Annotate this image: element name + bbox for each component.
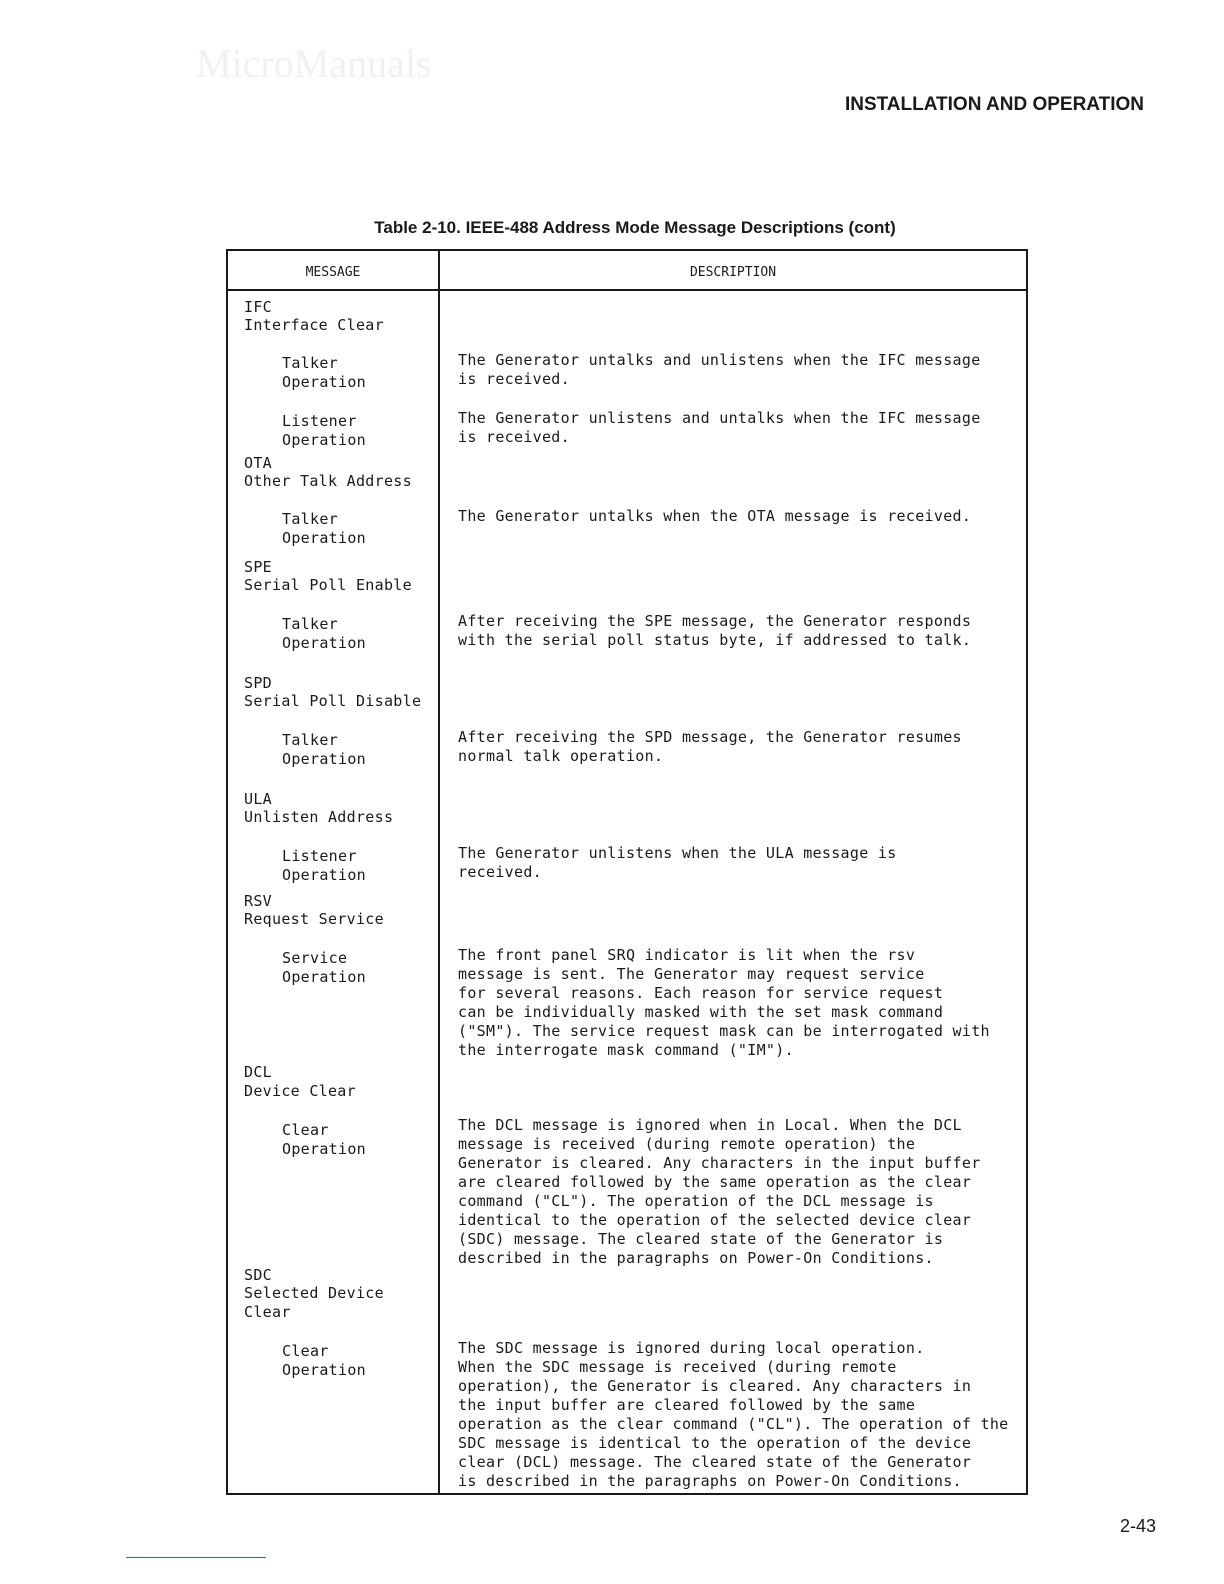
table-header-row (228, 251, 1026, 291)
message-name: Request Service (244, 910, 384, 928)
column-divider (438, 251, 440, 1493)
message-sub-operation: Listener Operation (282, 847, 366, 884)
message-code: SDC (244, 1266, 272, 1284)
message-sub-operation: Talker Operation (282, 510, 366, 547)
message-sub-operation: Clear Operation (282, 1121, 366, 1158)
message-code: ULA (244, 790, 272, 808)
message-description: The Generator untalks when the OTA message is received. (458, 507, 972, 525)
message-code: SPD (244, 674, 272, 692)
footer-rule (126, 1557, 266, 1558)
message-sub-operation: Talker Operation (282, 731, 366, 768)
table-caption: Table 2-10. IEEE-488 Address Mode Message Descriptions (cont) (374, 218, 896, 237)
message-name: Other Talk Address (244, 472, 412, 490)
message-description: The front panel SRQ indicator is lit when the rsv message is sent. The Generator may request service for several reasons. Each reason for service request can be individually masked with the set mask command ("SM"). The service request mask can be interrogated with the interrogate mask command ("IM"). (458, 946, 990, 1059)
message-name: Serial Poll Enable (244, 576, 412, 594)
message-description: After receiving the SPE message, the Generator responds with the serial poll status byte, if addressed to talk. (458, 612, 972, 649)
message-description: After receiving the SPD message, the Generator resumes normal talk operation. (458, 728, 962, 765)
message-name: Serial Poll Disable (244, 692, 422, 710)
message-code: RSV (244, 892, 272, 910)
page-number: 2-43 (1119, 1516, 1156, 1536)
message-code: OTA (244, 454, 272, 472)
column-header-description: DESCRIPTION (689, 265, 777, 280)
message-name: Device Clear (244, 1082, 356, 1100)
message-sub-operation: Listener Operation (282, 412, 366, 449)
message-sub-operation: Talker Operation (282, 354, 366, 391)
column-header-message: MESSAGE (305, 265, 361, 280)
message-name: Unlisten Address (244, 808, 394, 826)
message-description: The DCL message is ignored when in Local. When the DCL message is received (during remote operation) the Generator is cleared. Any characters in the input buffer are cleared followed by the same operation as the clear command ("CL"). The operation of the DCL message is identical to the operation of the selected device clear (SDC) message. The cleared state of the Generator is described in the paragraphs on Power-On Conditions. (458, 1116, 981, 1267)
message-description: The Generator untalks and unlistens when the IFC message is received. (458, 351, 981, 388)
message-code: IFC (244, 298, 272, 316)
message-sub-operation: Service Operation (282, 949, 366, 986)
message-name: Interface Clear (244, 316, 384, 334)
message-table (226, 249, 1028, 1495)
message-code: DCL (244, 1063, 272, 1081)
message-name: Selected Device Clear (244, 1284, 384, 1321)
message-sub-operation: Talker Operation (282, 615, 366, 652)
message-description: The SDC message is ignored during local operation. When the SDC message is received (during remote operation), the Generator is cleared. Any characters in the input buffer are cleared followed by the same operation as the clear command ("CL"). The operation of the SDC message is identical to the operation of the device clear (DCL) message. The cleared state of the Generator is described in the paragraphs on Power-On Conditions. (458, 1339, 1009, 1490)
message-description: The Generator unlistens and untalks when the IFC message is received. (458, 409, 981, 446)
message-sub-operation: Clear Operation (282, 1342, 366, 1379)
message-code: SPE (244, 558, 272, 576)
section-header: INSTALLATION AND OPERATION (844, 94, 1144, 115)
message-description: The Generator unlistens when the ULA message is received. (458, 844, 897, 881)
watermark: MicroManuals (196, 41, 432, 86)
